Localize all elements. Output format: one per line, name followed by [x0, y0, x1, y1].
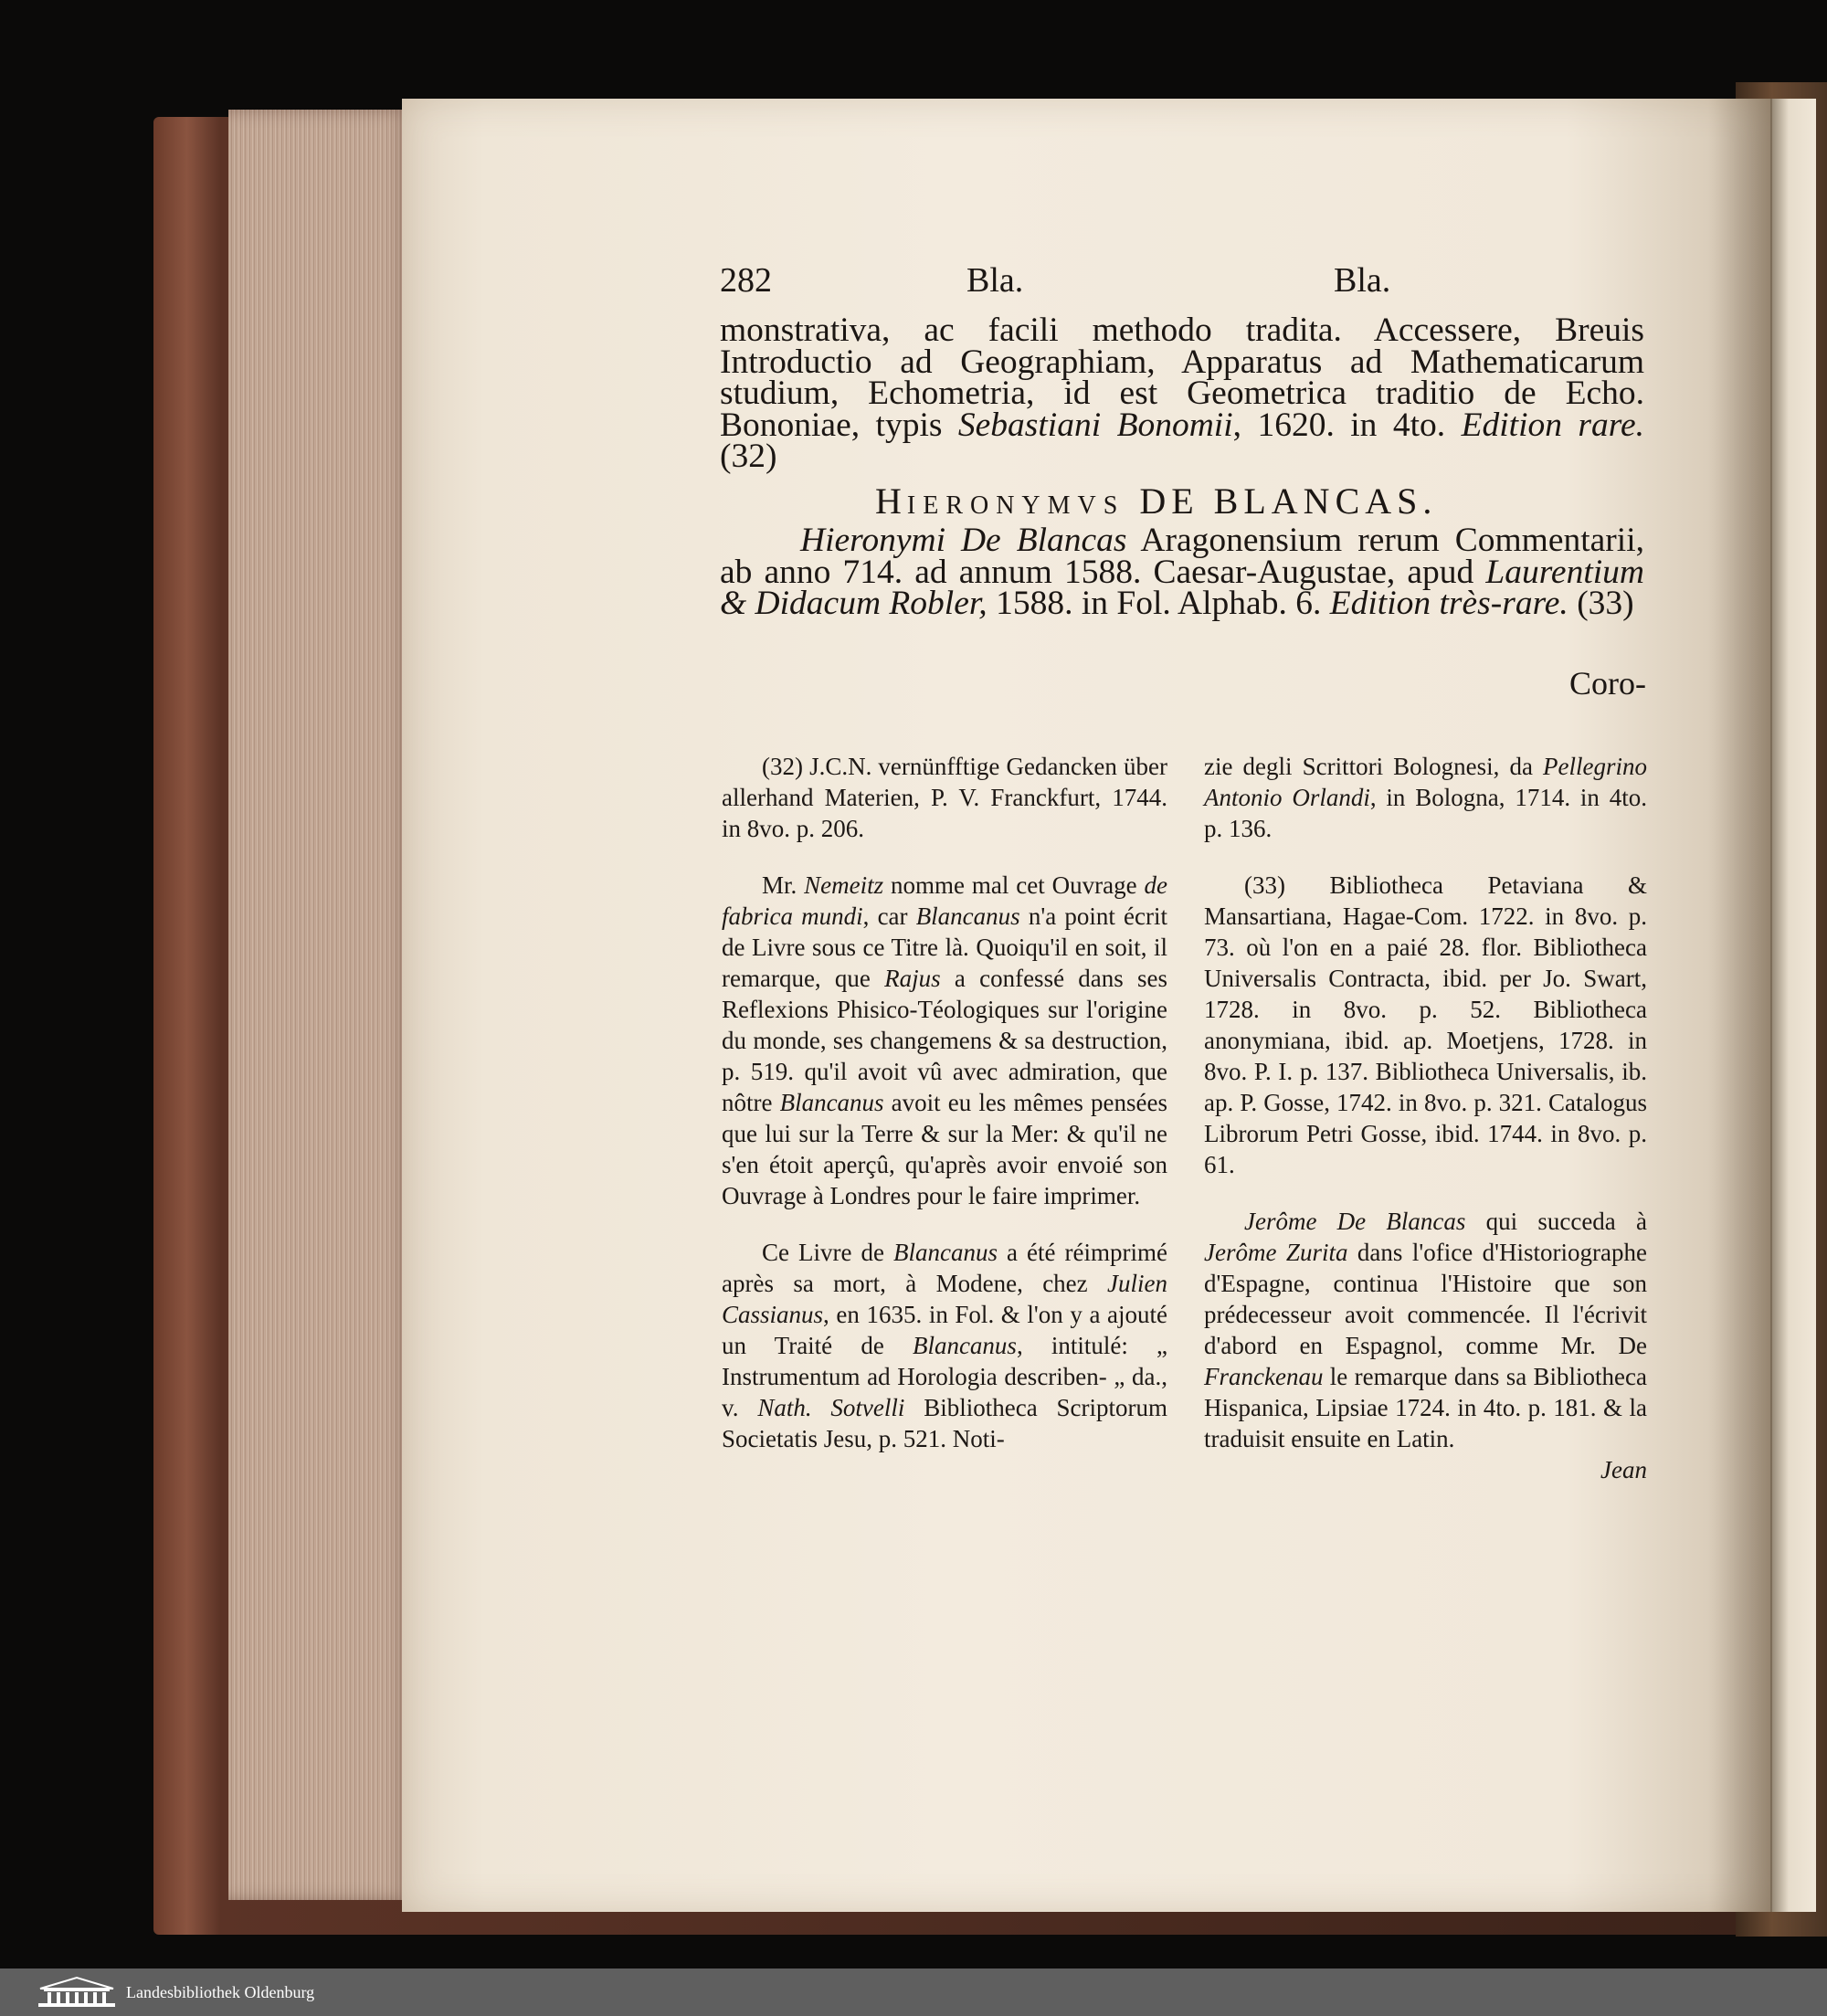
entry-paragraph: Hieronymi De Blancas Aragonensium rerum Commentarii, ab anno 714. ad annum 1588. Caesar-Augustae, apud Laurentium & Didacum Robler, 1588. in Fol. Alphab. 6. Edition très-rare. (33): [720, 522, 1645, 622]
footer-label: Landesbibliothek Oldenburg: [126, 1982, 315, 2001]
running-head-right: Bla.: [1334, 261, 1391, 300]
footnote-catchword: Jean: [1600, 1456, 1647, 1483]
footnote-paragraph: Jerôme De Blancas qui succeda à Jerôme Zurita dans l'ofice d'Historiographe d'Espagne, continua l'Histoire que son prédecesseur avoit commencée. Il l'écrivit d'abord en Espagnol, comme Mr. De Franckenau le remarque dans sa Bibliotheca Hispanica, Lipsiae 1724. in 4to. p. 181. & la traduisit ensuite en Latin. Jean: [1204, 1208, 1647, 1483]
page-gutter: [1708, 99, 1772, 1912]
page-header: [720, 260, 1644, 306]
main-paragraph: monstrativa, ac facili methodo tradita. Accessere, Breuis Introductio ad Geographiam, Apparatus ad Mathematicarum studium, Echometria, id est Geometrica traditio de Echo. Bononiae, typis Sebastiani Bonomii, 1620. in 4to. Edition rare. (32): [720, 311, 1644, 475]
page-number: 282: [720, 261, 772, 300]
facing-page-edge: [1770, 99, 1816, 1912]
footnote-32: (32) J.C.N. vernünfftige Gedancken über allerhand Materien, P. V. Franckfurt, 1744. in 8vo. p. 206.: [722, 753, 1167, 842]
footnote-column-left: [722, 751, 1167, 1480]
footnote-33: (33) Bibliotheca Petaviana & Mansartiana, Hagae-Com. 1722. in 8vo. p. 73. où l'on en a paié 28. flor. Bibliotheca Universalis Contracta, ibid. per Jo. Swart, 1728. in 8vo. p. 52. Bibliotheca anonymiana, ibid. ap. Moetjens, 1728. in 8vo. P. I. p. 137. Bibliotheca Universalis, ib. ap. P. Gosse, 1742. in 8vo. p. 321. Catalogus Librorum Petri Gosse, ibid. 1744. in 8vo. p. 61.: [1204, 871, 1647, 1178]
footer-bar: [0, 1969, 1827, 2016]
entry-heading: HIERONYMVS DE BLANCAS.: [875, 480, 1438, 522]
footnote-paragraph: Mr. Nemeitz nomme mal cet Ouvrage de fabrica mundi, car Blancanus n'a point écrit de Livre sous ce Titre là. Quoiqu'il en soit, il remarque, que Rajus a confessé dans ses Reflexions Phisico-Téologiques sur l'origine du monde, ses changemens & sa destruction, p. 519. qu'il avoit vû avec admiration, que nôtre Blancanus avoit eu les mêmes pensées que lui sur la Terre & sur la Mer: & qu'il ne s'en étoit aperçû, qu'après avoir envoié son Ouvrage à Londres pour le faire imprimer.: [722, 871, 1168, 1209]
main-text: [720, 311, 1644, 475]
library-building-icon: [37, 1976, 117, 2009]
footnote-continuation: zie degli Scrittori Bolognesi, da Pellegrino Antonio Orlandi, in Bologna, 1714. in 4to. p. 136.: [1204, 753, 1647, 842]
footnote-column-right: [1204, 751, 1647, 1485]
running-head-left: Bla.: [966, 261, 1024, 300]
footnote-paragraph: Ce Livre de Blancanus a été réimprimé après sa mort, à Modene, chez Julien Cassianus, en 1635. in Fol. & l'on y a ajouté un Traité de Blancanus, intitulé: „ Instrumentum ad Horologia describen- „ da., v. Nath. Sotvelli Bibliotheca Scriptorum Societatis Jesu, p. 521. Noti-: [722, 1239, 1167, 1452]
catchword: Coro-: [1569, 665, 1646, 702]
entry-text: [720, 522, 1645, 622]
page-edges: [228, 110, 411, 1900]
